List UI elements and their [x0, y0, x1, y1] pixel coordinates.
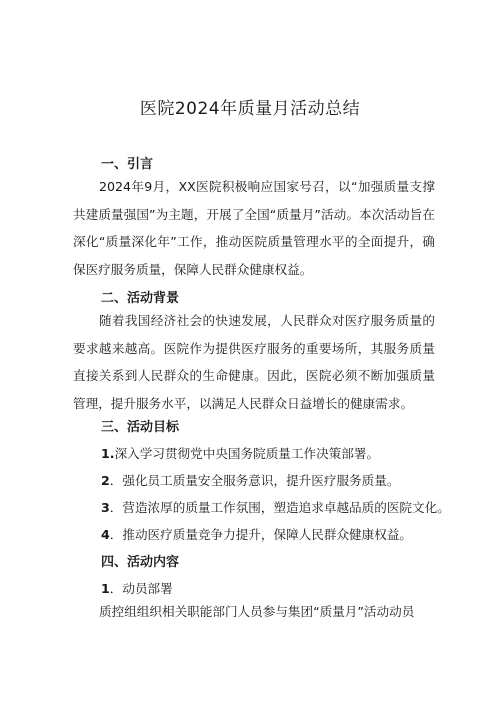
goal-number: 3 — [101, 500, 110, 515]
sub-item-number: 1 — [101, 581, 110, 596]
section-heading-intro: 一、引言 — [101, 157, 154, 172]
goal-text: 深入学习贯彻党中央国务院质量工作决策部署。 — [114, 446, 380, 461]
section-heading-background: 二、活动背景 — [101, 291, 180, 306]
paragraph-text: 质控组组织相关职能部门人员参与集团“质量月”活动动员 — [99, 604, 415, 619]
goal-text: ．推动医疗质量竞争力提升，保障人民群众健康权益。 — [109, 527, 413, 542]
goal-item — [101, 497, 450, 516]
section-paragraph-background — [73, 307, 435, 417]
goal-text: ．营造浓厚的质量工作氛围，塑造追求卓越品质的医院文化。 — [109, 500, 450, 515]
paragraph-text: 2024年9月，XX医院积极响应国家号召，以“加强质量支撑共建质量强国”为主题，开展了全国“质量月”活动。本次活动旨在深化“质量深化年”工作，推动医院质量管理水平的全面提升，确保医疗服务质量，保障人民群众健康权益。 — [73, 179, 435, 277]
document-title: 医院2024年质量月活动总结 — [139, 99, 361, 119]
goal-number: 4 — [101, 527, 110, 542]
goal-item — [101, 470, 399, 489]
goal-number: 1. — [101, 446, 115, 461]
paragraph-text: 随着我国经济社会的快速发展，人民群众对医疗服务质量的要求越来越高。医院作为提供医疗服务的重要场所，其服务质量直接关系到人民群众的生命健康。因此，医院必须不断加强质量管理，提升服务水平，以满足人民群众日益增长的健康需求。 — [73, 313, 435, 411]
goal-item — [101, 524, 412, 543]
goal-text: ．强化员工质量安全服务意识，提升医疗服务质量。 — [109, 473, 400, 488]
goal-number: 2 — [101, 473, 110, 488]
section-paragraph-content — [73, 598, 435, 626]
section-heading-content: 四、活动内容 — [101, 555, 180, 570]
sub-item-text: ．动员部署 — [109, 581, 173, 596]
content-sub-item — [101, 578, 173, 597]
section-heading-goals: 三、活动目标 — [101, 420, 180, 435]
goal-item — [101, 443, 379, 462]
section-paragraph-intro — [73, 173, 435, 283]
